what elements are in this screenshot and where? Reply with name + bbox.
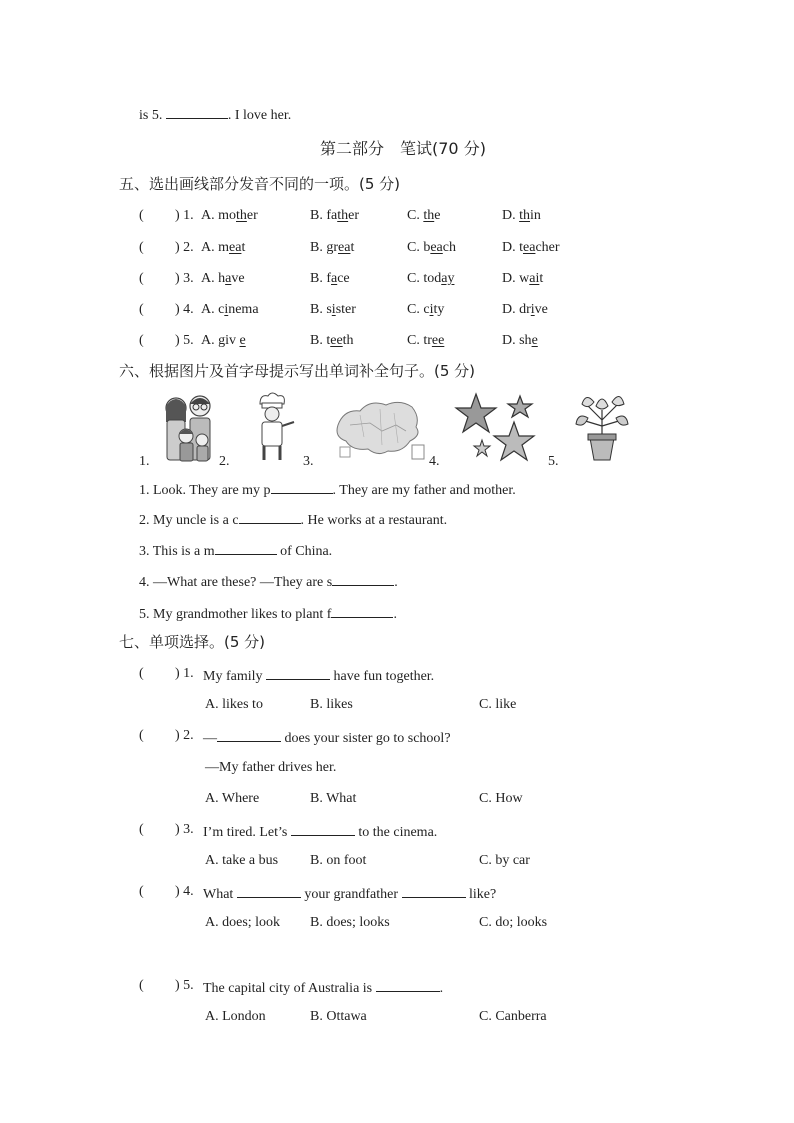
sentence-pre: 2. My uncle is a c — [139, 513, 239, 528]
choice-option[interactable]: C. do; looks — [479, 915, 548, 930]
option-text-post: ve — [231, 271, 245, 286]
question-number: ) 2. — [175, 728, 194, 743]
stem-post: to the cinema. — [354, 825, 438, 840]
picture-label: 3. — [303, 454, 314, 469]
option-text-pre: A. giv — [201, 333, 240, 348]
option-text-pre: D. sh — [502, 333, 532, 348]
choice-option[interactable]: B. What — [310, 791, 357, 806]
picture-label: 1. — [139, 454, 150, 469]
underlined-letters: i — [429, 302, 434, 317]
underlined-letters: i — [530, 302, 535, 317]
choice-option[interactable]: A. London — [205, 1009, 266, 1024]
question-stem — [203, 667, 434, 684]
underlined-letters: th — [423, 208, 435, 223]
underlined-letters: ea — [338, 240, 351, 255]
pronunciation-option[interactable] — [502, 272, 543, 286]
sentence-post: of China. — [276, 544, 333, 559]
answer-blank[interactable] — [237, 885, 301, 898]
option-text-post: er — [246, 208, 258, 223]
underlined-letters: th — [519, 208, 531, 223]
option-text-pre: C. b — [407, 240, 431, 255]
underlined-letters: a — [331, 271, 338, 286]
pronunciation-option[interactable] — [502, 209, 541, 223]
option-text-pre: D. t — [502, 240, 523, 255]
pronunciation-option[interactable] — [201, 241, 245, 255]
answer-paren[interactable]: ( — [139, 333, 144, 348]
question-stem — [203, 979, 443, 996]
pronunciation-option[interactable] — [502, 303, 548, 317]
answer-blank[interactable] — [402, 885, 466, 898]
section6-heading: 六、根据图片及首字母提示写出单词补全句子。(5 分) — [119, 362, 476, 380]
answer-paren[interactable]: ( — [139, 240, 144, 255]
option-text-pre: D. — [502, 208, 520, 223]
answer-blank[interactable] — [239, 511, 301, 524]
option-text-pre: C. — [407, 208, 424, 223]
answer-blank[interactable] — [215, 542, 277, 555]
pronunciation-option[interactable] — [310, 303, 356, 317]
option-text-post: ster — [335, 302, 356, 317]
china-map-picture — [330, 395, 428, 463]
sentence-post: . — [394, 575, 398, 590]
underlined-letters: ee — [330, 333, 343, 348]
pronunciation-option[interactable] — [310, 241, 354, 255]
question-stem — [203, 823, 437, 840]
question-number: ) 1. — [175, 208, 194, 223]
answer-blank[interactable] — [217, 729, 281, 742]
underlined-letters: ai — [529, 271, 540, 286]
answer-paren[interactable]: ( — [139, 208, 144, 223]
answer-paren[interactable]: ( — [139, 728, 144, 743]
answer-blank[interactable] — [332, 573, 394, 586]
answer-blank[interactable] — [271, 481, 333, 494]
answer-blank[interactable] — [331, 605, 393, 618]
underlined-letters: i — [331, 302, 336, 317]
picture-label: 2. — [219, 454, 230, 469]
family-picture — [158, 392, 220, 464]
option-text-post: t — [241, 240, 246, 255]
sentence-pre: 4. —What are these? —They are s — [139, 575, 333, 590]
choice-option[interactable]: B. does; looks — [310, 915, 390, 930]
pronunciation-option[interactable] — [201, 303, 259, 317]
pronunciation-option[interactable] — [310, 334, 354, 348]
stem-post: . — [439, 981, 444, 996]
pronunciation-option[interactable] — [201, 272, 245, 286]
underlined-letters: i — [224, 302, 229, 317]
chef-picture — [250, 392, 298, 464]
picture-label: 4. — [429, 454, 440, 469]
underlined-letters: ea — [430, 240, 443, 255]
underlined-letters: th — [337, 208, 349, 223]
pronunciation-option[interactable] — [407, 303, 444, 317]
option-text-post: th — [342, 333, 354, 348]
stem-mid: your grandfather — [300, 887, 402, 902]
option-text-post: ty — [433, 302, 445, 317]
stem-post: does your sister go to school? — [281, 731, 451, 746]
question-stem — [203, 885, 496, 902]
question-number: ) 1. — [175, 666, 194, 681]
picture-label: 5. — [548, 454, 559, 469]
pronunciation-option[interactable] — [407, 209, 440, 223]
option-text-pre: C. tr — [407, 333, 432, 348]
option-text-pre: A. c — [201, 302, 225, 317]
option-text-pre: A. mo — [201, 208, 236, 223]
option-text-pre: B. fa — [310, 208, 338, 223]
option-text-pre: B. s — [310, 302, 332, 317]
answer-paren[interactable]: ( — [139, 302, 144, 317]
question-number: ) 4. — [175, 302, 194, 317]
option-text-post: er — [348, 208, 359, 223]
choice-option[interactable]: C. like — [479, 697, 517, 712]
option-text-pre: D. w — [502, 271, 530, 286]
question-number: ) 3. — [175, 822, 194, 837]
underlined-letters: ea — [523, 240, 536, 255]
answer-paren[interactable]: ( — [139, 666, 144, 681]
choice-option[interactable]: B. Ottawa — [310, 1009, 367, 1024]
option-text-pre: B. gr — [310, 240, 338, 255]
answer-paren[interactable]: ( — [139, 271, 144, 286]
option-text-post: cher — [535, 240, 560, 255]
top-line — [139, 106, 291, 123]
option-text-pre: A. h — [201, 271, 226, 286]
stars-picture — [454, 392, 542, 466]
stem-post: like? — [465, 887, 497, 902]
fill-in-sentence — [139, 542, 332, 559]
choice-option[interactable]: A. does; look — [205, 915, 281, 930]
pronunciation-option[interactable] — [201, 209, 258, 223]
question-number: ) 5. — [175, 978, 194, 993]
stem-pre: I’m tired. Let’s — [203, 825, 291, 840]
answer-paren[interactable]: ( — [139, 822, 144, 837]
sentence-post: . — [393, 607, 397, 622]
pronunciation-option[interactable] — [407, 241, 456, 255]
answer-blank[interactable] — [291, 823, 355, 836]
fill-in-sentence — [139, 481, 516, 498]
fill-in-sentence — [139, 605, 397, 622]
top-line-post: . I love her. — [227, 108, 292, 123]
fill-in-sentence — [139, 511, 447, 528]
stem-pre: — — [203, 731, 217, 746]
question-stem — [203, 729, 451, 746]
option-text-post: t — [350, 240, 355, 255]
option-text-post: t — [539, 271, 544, 286]
option-text-pre: A. m — [201, 240, 229, 255]
pronunciation-option[interactable] — [310, 209, 359, 223]
underlined-letters: e — [239, 333, 246, 348]
option-text-pre: D. dr — [502, 302, 531, 317]
stem-post: have fun together. — [330, 669, 435, 684]
section5-heading: 五、选出画线部分发音不同的一项。(5 分) — [119, 175, 401, 193]
fill-in-sentence — [139, 573, 398, 590]
question-reply: —My father drives her. — [205, 760, 337, 775]
option-text-post: ve — [534, 302, 548, 317]
choice-option[interactable]: A. Where — [205, 791, 260, 806]
pronunciation-option[interactable] — [502, 241, 560, 255]
underlined-letters: a — [225, 271, 232, 286]
answer-blank[interactable] — [266, 667, 330, 680]
option-text-pre: C. tod — [407, 271, 442, 286]
pronunciation-option[interactable] — [407, 272, 454, 286]
option-text-post: e — [434, 208, 441, 223]
sentence-post: . They are my father and mother. — [332, 483, 516, 498]
question-number: ) 3. — [175, 271, 194, 286]
stem-pre: What — [203, 887, 237, 902]
sentence-pre: 3. This is a m — [139, 544, 215, 559]
underlined-letters: e — [531, 333, 538, 348]
option-text-post: ce — [337, 271, 350, 286]
question-number: ) 2. — [175, 240, 194, 255]
choice-option[interactable]: B. likes — [310, 697, 353, 712]
option-text-pre: C. c — [407, 302, 430, 317]
pronunciation-option[interactable] — [201, 334, 246, 348]
question-number: ) 5. — [175, 333, 194, 348]
underlined-letters: ee — [431, 333, 445, 348]
flowers-picture — [572, 390, 632, 464]
choice-option[interactable]: A. take a bus — [205, 853, 279, 868]
underlined-letters: ay — [441, 271, 455, 286]
pronunciation-option[interactable] — [407, 334, 444, 348]
stem-pre: The capital city of Australia is — [203, 981, 376, 996]
option-text-pre: B. f — [310, 271, 331, 286]
option-text-post: ch — [442, 240, 456, 255]
sentence-pre: 1. Look. They are my p — [139, 483, 271, 498]
underlined-letters: th — [236, 208, 247, 223]
answer-paren[interactable]: ( — [139, 978, 144, 993]
choice-option[interactable]: C. Canberra — [479, 1009, 547, 1024]
option-text-post: in — [530, 208, 541, 223]
option-text-post: nema — [228, 302, 259, 317]
part-title: 第二部分 笔试(70 分) — [320, 139, 486, 158]
pronunciation-option[interactable] — [310, 272, 350, 286]
answer-paren[interactable]: ( — [139, 884, 144, 899]
section7-heading: 七、单项选择。(5 分) — [119, 633, 266, 651]
sentence-post: . He works at a restaurant. — [300, 513, 448, 528]
answer-blank[interactable] — [166, 106, 228, 119]
sentence-pre: 5. My grandmother likes to plant f — [139, 607, 332, 622]
pronunciation-option[interactable] — [502, 334, 538, 348]
choice-option[interactable]: C. How — [479, 791, 523, 806]
choice-option[interactable]: A. likes to — [205, 697, 263, 712]
top-line-pre: is 5. — [139, 108, 163, 123]
underlined-letters: ea — [229, 240, 242, 255]
choice-option[interactable]: B. on foot — [310, 853, 367, 868]
option-text-pre: B. t — [310, 333, 331, 348]
stem-pre: My family — [203, 669, 266, 684]
choice-option[interactable]: C. by car — [479, 853, 530, 868]
answer-blank[interactable] — [376, 979, 440, 992]
question-number: ) 4. — [175, 884, 194, 899]
